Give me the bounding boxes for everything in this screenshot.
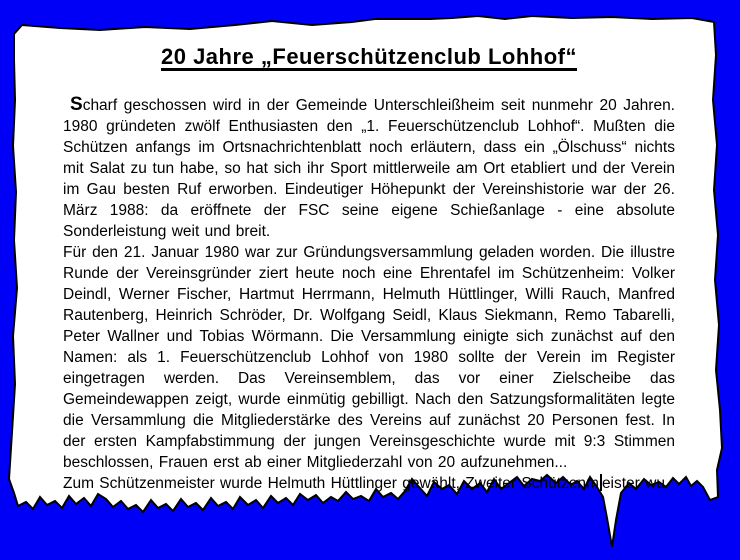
text-before-caret: Zum Schützenmeister wurde Helmuth Hüttlinger gewählt, Zweiter Schützenm bbox=[63, 475, 599, 492]
document-title[interactable]: 20 Jahre „Feuerschützenclub Lohhof“ bbox=[160, 44, 577, 69]
paragraph-history[interactable]: Scharf geschossen wird in der Gemeinde Unterschleißheim seit nunmehr 20 Jahren. 1980 gründeten zwölf Enthusiasten den „1. Feuerschützenclub Lohhof“. Mußten die Schützen anfangs im Ortsnachrichtenblatt noch erläutern, dass ein „Ölschuss“ nichts mit Salat zu tun habe, so hat sich ihr Sport mittlerweile am Ort etabliert und der Verein im Gau besten Ruf erworben. Eindeutiger Höhepunkt der Vereinshistorie war der 26. März 1988: da eröffnete der FSC seine eigene Schießanlage - eine absolute Sonderleistung weit und breit. bbox=[63, 94, 675, 240]
document-body[interactable] bbox=[63, 94, 675, 494]
text-after-caret: eister wu bbox=[601, 475, 665, 492]
paragraph-last-line[interactable] bbox=[63, 473, 675, 494]
document-text-area[interactable] bbox=[63, 44, 675, 494]
paragraph-founding[interactable]: Für den 21. Januar 1980 war zur Gründungsversammlung geladen worden. Die illustre Runde der Vereinsgründer ziert heute noch eine Ehrentafel im Schützenheim: Volker Deindl, Werner Fischer, Hartmut Herrmann, Helmuth Hüttlinger, Willi Rauch, Manfred Rautenberg, Heinrich Schröder, Dr. Wolfgang Seidl, Klaus Siekmann, Remo Tabarelli, Peter Wallner und Tobias Wörmann. Die Versammlung einigte sich zunächst auf den Namen: als 1. Feuerschützenclub Lohhof von 1980 sollte der Verein im Register eingetragen werden. Das Vereinsemblem, das vor einer Zielscheibe das Gemeindewappen zeigt, wurde einmütig gebilligt. Nach den Satzungsformalitäten legte die Versammlung die Mitgliederstärke des Vereins auf zunächst 20 Personen fest. In der ersten Kampfabstimmung der jungen Vereinsgeschichte wurde mit 9:3 Stimmen beschlossen, Frauen erst ab einer Mitgliederzahl von 20 aufzunehmen... bbox=[63, 244, 675, 471]
